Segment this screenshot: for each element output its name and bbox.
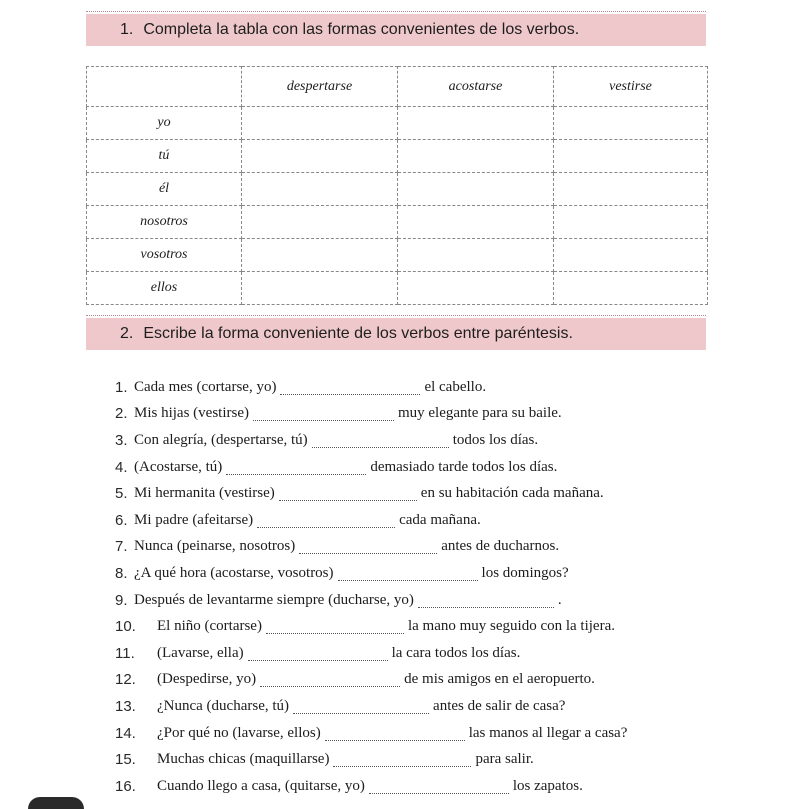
exercise-list — [115, 374, 715, 800]
row-header-pronoun: yo — [87, 107, 242, 140]
table-row — [87, 206, 708, 239]
section-1-number: 1. — [120, 21, 134, 38]
answer-blank[interactable] — [333, 754, 471, 767]
answer-cell[interactable] — [398, 239, 554, 272]
exercise-number: 12. — [115, 671, 136, 689]
exercise-item — [115, 560, 715, 587]
verb-conjugation-table — [86, 66, 708, 305]
table-row — [87, 140, 708, 173]
answer-blank[interactable] — [293, 701, 429, 714]
exercise-continuation: muy elegante para su baile. — [397, 405, 562, 422]
table-row — [87, 107, 708, 140]
answer-blank[interactable] — [260, 674, 400, 687]
exercise-continuation: los zapatos. — [512, 777, 583, 794]
exercise-item — [115, 640, 715, 667]
exercise-continuation: la cara todos los días. — [391, 644, 521, 661]
section-2-number: 2. — [120, 325, 134, 342]
exercise-number: 11. — [115, 644, 135, 662]
exercise-prompt: Cada mes (cortarse, yo) — [134, 378, 277, 395]
exercise-number: 4. — [115, 458, 128, 476]
exercise-number: 10. — [115, 618, 136, 636]
answer-cell[interactable] — [242, 239, 398, 272]
exercise-continuation: antes de salir de casa? — [433, 697, 566, 714]
exercise-continuation: las manos al llegar a casa? — [468, 724, 628, 741]
table-corner-cell — [87, 67, 242, 107]
exercise-continuation: . — [557, 591, 562, 608]
answer-blank[interactable] — [312, 435, 449, 448]
exercise-prompt: Mis hijas (vestirse) — [134, 405, 249, 422]
exercise-item — [115, 773, 715, 800]
exercise-number: 5. — [115, 485, 128, 503]
exercise-prompt: (Lavarse, ella) — [157, 644, 244, 661]
exercise-continuation: de mis amigos en el aeropuerto. — [404, 671, 595, 688]
exercise-prompt: Mi padre (afeitarse) — [134, 511, 254, 528]
exercise-number: 6. — [115, 511, 128, 529]
answer-cell[interactable] — [398, 173, 554, 206]
exercise-prompt: Mi hermanita (vestirse) — [134, 485, 275, 502]
answer-cell[interactable] — [554, 140, 708, 173]
table-row — [87, 239, 708, 272]
row-header-pronoun: él — [87, 173, 242, 206]
exercise-number: 8. — [115, 564, 128, 582]
answer-blank[interactable] — [279, 488, 417, 501]
answer-blank[interactable] — [369, 781, 509, 794]
exercise-continuation: cada mañana. — [399, 511, 481, 528]
exercise-continuation: demasiado tarde todos los días. — [370, 458, 558, 475]
exercise-number: 14. — [115, 724, 136, 742]
answer-cell[interactable] — [554, 239, 708, 272]
answer-blank[interactable] — [338, 568, 478, 581]
exercise-number: 13. — [115, 697, 136, 715]
answer-blank[interactable] — [299, 541, 437, 554]
exercise-number: 3. — [115, 431, 128, 449]
answer-cell[interactable] — [242, 206, 398, 239]
cropped-dark-shape — [28, 797, 84, 809]
exercise-prompt: Después de levantarme siempre (ducharse, yo) — [134, 591, 414, 608]
exercise-prompt: Cuando llego a casa, (quitarse, yo) — [157, 777, 365, 794]
table-header-row — [87, 67, 708, 107]
exercise-number: 16. — [115, 777, 136, 795]
exercise-item — [115, 507, 715, 534]
exercise-item — [115, 720, 715, 747]
exercise-number: 1. — [115, 378, 128, 396]
answer-cell[interactable] — [242, 107, 398, 140]
exercise-prompt: Muchas chicas (maquillarse) — [157, 751, 330, 768]
exercise-continuation: para salir. — [475, 751, 534, 768]
exercise-continuation: el cabello. — [424, 378, 487, 395]
answer-cell[interactable] — [398, 107, 554, 140]
column-header-vestirse: vestirse — [554, 67, 708, 107]
exercise-item — [115, 667, 715, 694]
exercise-item — [115, 401, 715, 428]
answer-cell[interactable] — [554, 173, 708, 206]
row-header-pronoun: tú — [87, 140, 242, 173]
answer-cell[interactable] — [554, 206, 708, 239]
exercise-item — [115, 454, 715, 481]
row-header-pronoun: vosotros — [87, 239, 242, 272]
exercise-prompt: ¿Nunca (ducharse, tú) — [157, 697, 290, 714]
answer-cell[interactable] — [242, 272, 398, 305]
answer-blank[interactable] — [248, 648, 388, 661]
answer-cell[interactable] — [242, 140, 398, 173]
answer-blank[interactable] — [280, 382, 420, 395]
answer-cell[interactable] — [554, 272, 708, 305]
exercise-number: 7. — [115, 538, 128, 556]
answer-blank[interactable] — [226, 462, 366, 475]
exercise-item — [115, 480, 715, 507]
answer-cell[interactable] — [398, 272, 554, 305]
section-1-banner — [86, 14, 706, 46]
exercise-prompt: (Despedirse, yo) — [157, 671, 257, 688]
answer-blank[interactable] — [257, 515, 395, 528]
exercise-number: 2. — [115, 405, 128, 423]
exercise-prompt: ¿Por qué no (lavarse, ellos) — [157, 724, 321, 741]
exercise-number: 9. — [115, 591, 128, 609]
table-row — [87, 272, 708, 305]
exercise-continuation: antes de ducharnos. — [441, 538, 560, 555]
exercise-prompt: (Acostarse, tú) — [134, 458, 223, 475]
table-row — [87, 173, 708, 206]
exercise-item — [115, 374, 715, 401]
row-header-pronoun: ellos — [87, 272, 242, 305]
exercise-prompt: Con alegría, (despertarse, tú) — [134, 431, 308, 448]
exercise-item — [115, 534, 715, 561]
column-header-despertarse: despertarse — [242, 67, 398, 107]
answer-blank[interactable] — [253, 408, 394, 421]
column-header-acostarse: acostarse — [398, 67, 554, 107]
exercise-item — [115, 693, 715, 720]
section-2-banner — [86, 318, 706, 350]
exercise-number: 15. — [115, 751, 136, 769]
exercise-item — [115, 613, 715, 640]
exercise-continuation: los domingos? — [481, 564, 569, 581]
exercise-prompt: El niño (cortarse) — [157, 618, 262, 635]
exercise-item — [115, 427, 715, 454]
answer-blank[interactable] — [266, 621, 404, 634]
exercise-prompt: Nunca (peinarse, nosotros) — [134, 538, 296, 555]
answer-blank[interactable] — [325, 728, 465, 741]
exercise-continuation: todos los días. — [452, 431, 539, 448]
answer-cell[interactable] — [554, 107, 708, 140]
answer-cell[interactable] — [242, 173, 398, 206]
exercise-continuation: la mano muy seguido con la tijera. — [407, 618, 615, 635]
exercise-item — [115, 587, 715, 614]
section-2-instruction: Escribe la forma conveniente de los verbos entre paréntesis. — [143, 325, 573, 342]
row-header-pronoun: nosotros — [87, 206, 242, 239]
answer-blank[interactable] — [418, 595, 554, 608]
section-1-instruction: Completa la tabla con las formas convenientes de los verbos. — [143, 21, 580, 38]
answer-cell[interactable] — [398, 206, 554, 239]
exercise-prompt: ¿A qué hora (acostarse, vosotros) — [134, 564, 334, 581]
exercise-item — [115, 746, 715, 773]
answer-cell[interactable] — [398, 140, 554, 173]
exercise-continuation: en su habitación cada mañana. — [420, 485, 604, 502]
